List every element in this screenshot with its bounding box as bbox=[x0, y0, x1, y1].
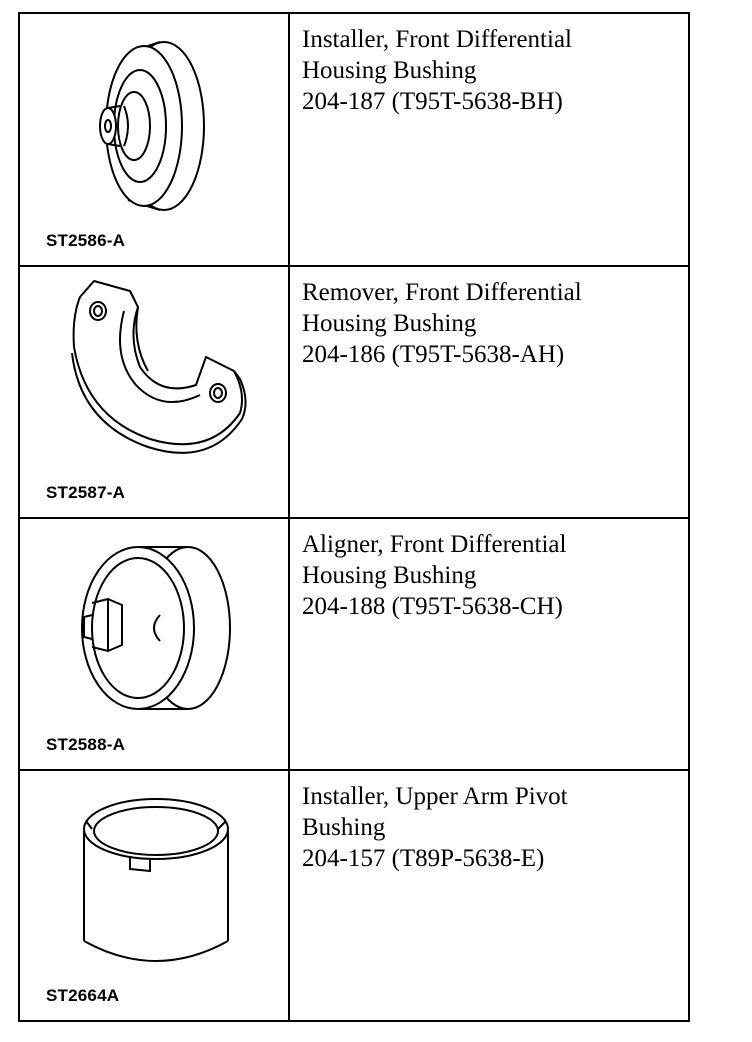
tool-name-line: Housing Bushing bbox=[302, 57, 477, 84]
tool-name-line: Installer, Front Differential bbox=[302, 26, 572, 53]
tool-part-number: 204-188 (T95T-5638-CH) bbox=[302, 593, 563, 620]
aligner-cylinder-icon bbox=[20, 519, 288, 769]
tool-description-cell bbox=[290, 14, 688, 267]
special-tools-table bbox=[18, 12, 690, 1022]
tool-illustration-cell bbox=[20, 771, 290, 1020]
tool-illustration-cell bbox=[20, 267, 290, 519]
tool-description-cell bbox=[290, 771, 688, 1020]
installer-disc-icon bbox=[20, 14, 288, 265]
tool-description bbox=[302, 529, 566, 622]
tool-illustration-cell bbox=[20, 14, 290, 267]
remover-crescent-icon bbox=[20, 267, 288, 517]
figure-id: ST2586-A bbox=[46, 231, 126, 250]
figure-id: ST2588-A bbox=[46, 735, 126, 754]
tool-illustration-cell bbox=[20, 519, 290, 771]
tool-part-number: 204-157 (T89P-5638-E) bbox=[302, 845, 545, 872]
figure-id: ST2587-A bbox=[46, 483, 126, 502]
tool-name-line: Housing Bushing bbox=[302, 310, 477, 337]
tool-description-cell bbox=[290, 519, 688, 771]
tool-name-line: Bushing bbox=[302, 814, 386, 841]
tool-name-line: Housing Bushing bbox=[302, 562, 477, 589]
tool-description bbox=[302, 24, 572, 117]
tool-part-number: 204-186 (T95T-5638-AH) bbox=[302, 341, 565, 368]
tool-name-line: Remover, Front Differential bbox=[302, 279, 582, 306]
tool-description-cell bbox=[290, 267, 688, 519]
tool-name-line: Aligner, Front Differential bbox=[302, 531, 567, 558]
tool-description bbox=[302, 277, 582, 370]
tool-description bbox=[302, 781, 568, 874]
pivot-installer-cup-icon bbox=[20, 771, 288, 1020]
tool-part-number: 204-187 (T95T-5638-BH) bbox=[302, 88, 563, 115]
tool-name-line: Installer, Upper Arm Pivot bbox=[302, 783, 568, 810]
figure-id: ST2664A bbox=[46, 986, 120, 1005]
